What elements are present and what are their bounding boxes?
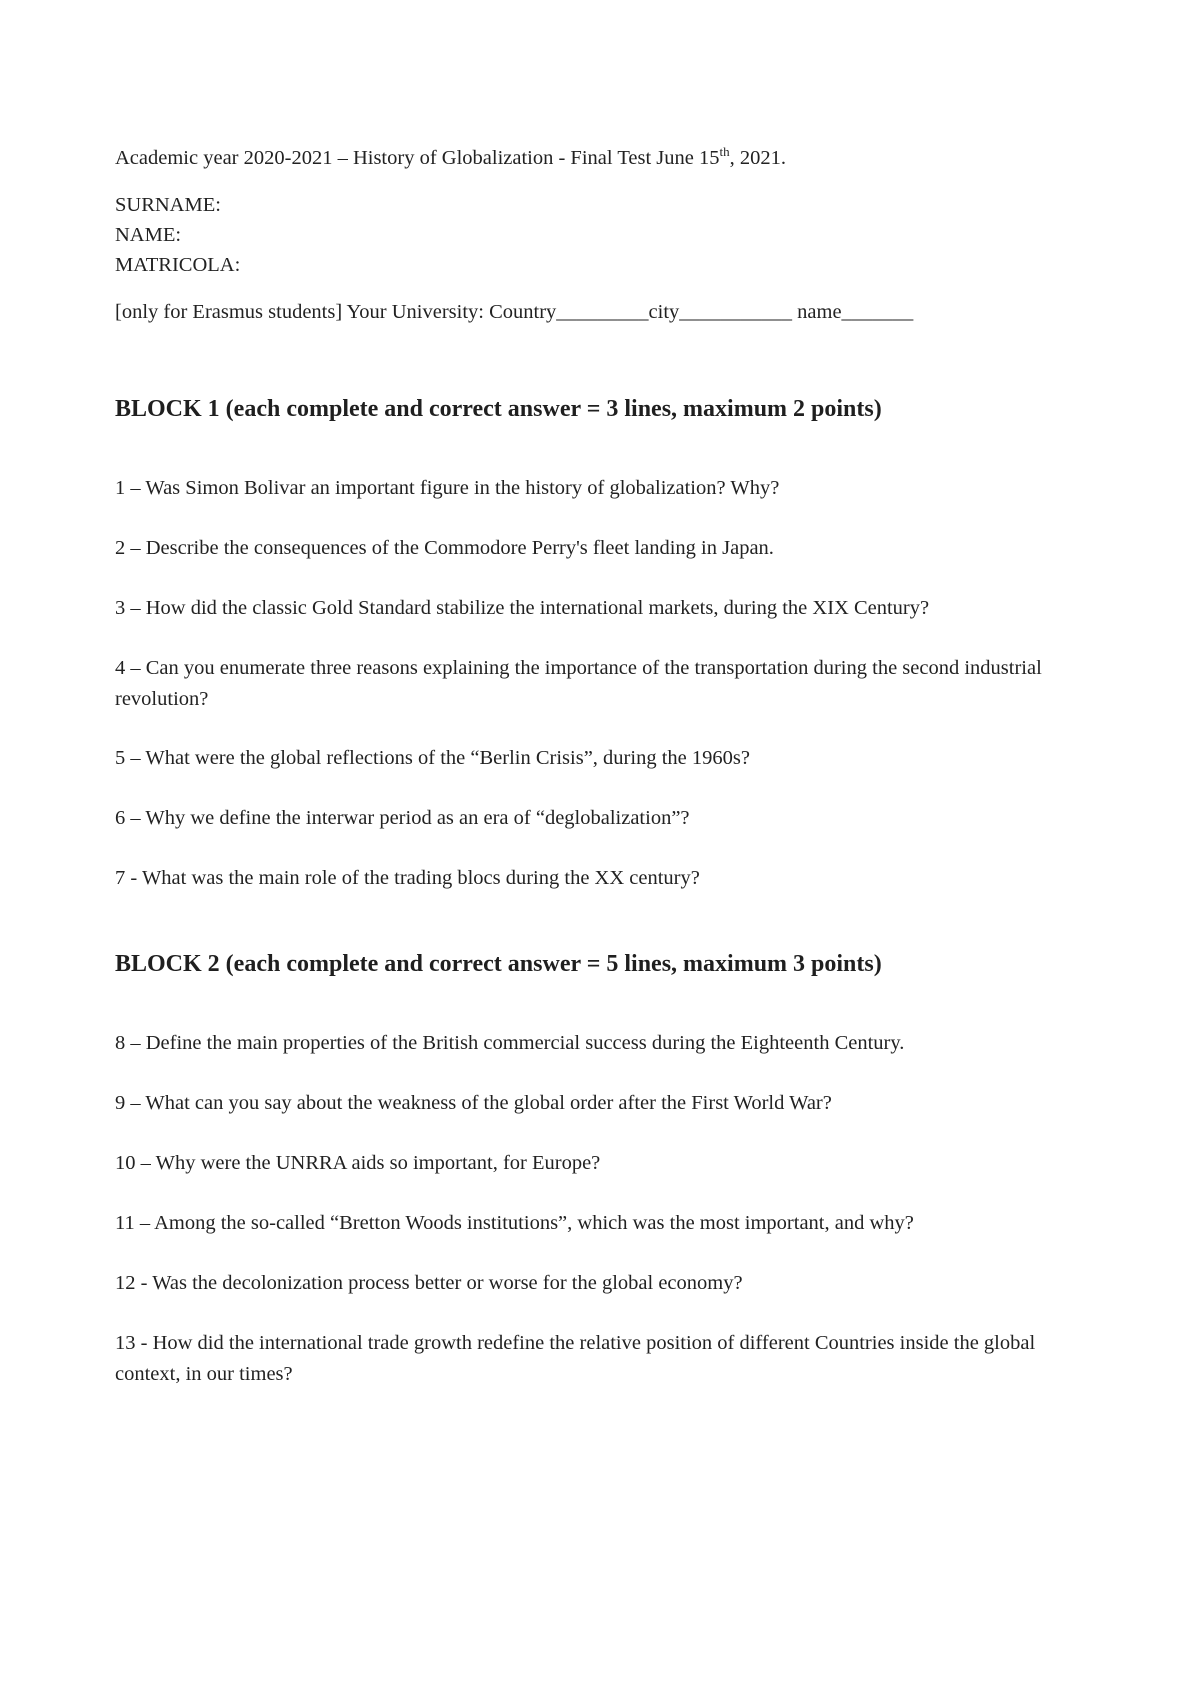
erasmus-university-line: [only for Erasmus students] Your University: Country_________city___________ name_______ xyxy=(115,301,914,323)
title-text: Academic year 2020-2021 – History of Globalization - Final Test June 15 xyxy=(115,147,720,169)
question-10: 10 – Why were the UNRRA aids so important, for Europe? xyxy=(115,1152,601,1174)
question-3: 3 – How did the classic Gold Standard stabilize the international markets, during the XIX Century? xyxy=(115,597,930,619)
question-7: 7 - What was the main role of the trading blocs during the XX century? xyxy=(115,867,700,889)
question-9: 9 – What can you say about the weakness of the global order after the First World War? xyxy=(115,1092,832,1114)
title-year: , 2021. xyxy=(729,147,787,169)
question-6: 6 – Why we define the interwar period as an era of “deglobalization”? xyxy=(115,807,690,829)
surname-label: SURNAME: xyxy=(115,194,221,216)
question-5: 5 – What were the global reflections of the “Berlin Crisis”, during the 1960s? xyxy=(115,747,750,769)
block2-heading: BLOCK 2 (each complete and correct answer = 5 lines, maximum 3 points) xyxy=(115,951,882,977)
block1-heading: BLOCK 1 (each complete and correct answer = 3 lines, maximum 2 points) xyxy=(115,396,882,422)
question-11: 11 – Among the so-called “Bretton Woods institutions”, which was the most important, and why? xyxy=(115,1212,914,1234)
document-title xyxy=(115,143,786,174)
matricola-label: MATRICOLA: xyxy=(115,254,241,276)
title-ordinal-suffix: th xyxy=(719,144,730,160)
question-12: 12 - Was the decolonization process better or worse for the global economy? xyxy=(115,1272,743,1294)
question-8: 8 – Define the main properties of the British commercial success during the Eighteenth Century. xyxy=(115,1032,905,1054)
question-13: 13 - How did the international trade growth redefine the relative position of different Countries inside the global context, in our times? xyxy=(115,1332,1036,1385)
question-2: 2 – Describe the consequences of the Commodore Perry's fleet landing in Japan. xyxy=(115,537,774,559)
question-4: 4 – Can you enumerate three reasons explaining the importance of the transportation during the second industrial revolution? xyxy=(115,657,1042,710)
name-label: NAME: xyxy=(115,224,182,246)
question-1: 1 – Was Simon Bolivar an important figure in the history of globalization? Why? xyxy=(115,477,780,499)
